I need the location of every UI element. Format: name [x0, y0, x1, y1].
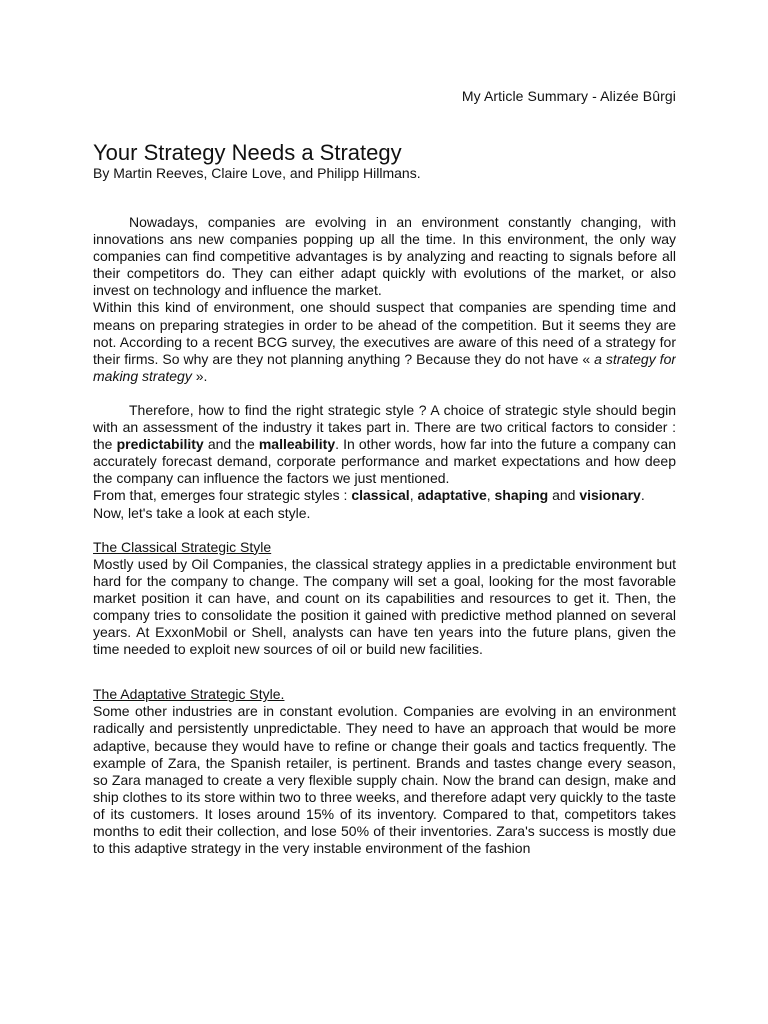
article-body: [93, 214, 676, 857]
section-gap: [93, 658, 676, 686]
styles-paragraph-1-text-c: . In other words, how far into the future a company can accurately forecast demand, corporate performance and market expectations and how deep the company can influence the factors we just mentioned.: [93, 436, 676, 487]
separator: and: [548, 487, 580, 504]
article-byline: By Martin Reeves, Claire Love, and Philipp Hillmans.: [93, 165, 421, 181]
classical-section-heading: The Classical Strategic Style: [93, 538, 272, 555]
intro-paragraph-2-end: ».: [191, 367, 208, 384]
article-title: Your Strategy Needs a Strategy: [93, 140, 402, 165]
styles-paragraph-3: Now, let's take a look at each style.: [93, 504, 311, 521]
styles-paragraph-1-text-a: Therefore, how to find the right strategic style ? A choice of strategic style should begin with an assessment of the industry it takes part in. There are two critical factors to consider : the: [93, 401, 676, 453]
term-classical: classical: [351, 487, 410, 504]
term-adaptative: adaptative: [417, 487, 487, 504]
document-page: [93, 0, 676, 1024]
term-shaping: shaping: [494, 487, 549, 504]
intro-paragraph-2-emphasis: a strategy for making strategy: [93, 350, 676, 384]
styles-paragraph-1-text-b: and the: [203, 436, 259, 453]
paragraph-gap: [93, 522, 676, 539]
separator: ,: [409, 487, 418, 504]
term-predictability: predictability: [116, 436, 204, 453]
styles-paragraph-2-text: From that, emerges four strategic styles :: [93, 487, 352, 504]
term-visionary: visionary: [579, 487, 641, 504]
summary-header: My Article Summary - Alizée Bûrgi: [461, 88, 676, 104]
adaptative-section-heading: The Adaptative Strategic Style.: [93, 686, 285, 703]
paragraph-gap: [93, 385, 676, 402]
intro-paragraph-2: [93, 299, 676, 384]
period: .: [640, 487, 645, 504]
intro-paragraph-1: Nowadays, companies are evolving in an environment constantly changing, with innovations ans new companies popping up all the time. In this environment, the only way companies can find competitive advantages is by analyzing and reacting to signals before all their competitors do. They can either adapt quickly with evolutions of the market, or also invest on technology and influence the market.: [93, 214, 676, 299]
term-malleability: malleability: [258, 436, 336, 453]
classical-section-body: Mostly used by Oil Companies, the classical strategy applies in a predictable environment but hard for the company to change. The company will set a goal, looking for the most favorable market position it can have, and count on its capabilities and resources to get it. Then, the company tries to consolidate the position it gained with predictive method planned on several years. At ExxonMobil or Shell, analysts can have ten years into the future plans, given the time needed to exploit new sources of oil or build new facilities.: [93, 555, 676, 658]
intro-paragraph-2-text: Within this kind of environment, one should suspect that companies are spending time and means on preparing strategies in order to be ahead of the competition. But it seems they are not. According to a recent BCG survey, the executives are aware of this need of a strategy for their firms. So why are they not planning anything ? Because they do not have «: [93, 299, 676, 367]
styles-paragraph-2: [93, 487, 676, 504]
styles-paragraph-1: [93, 402, 676, 487]
adaptative-section-body: Some other industries are in constant evolution. Companies are evolving in an environment radically and persistently unpredictable. They need to have an approach that would be more adaptive, because they would have to refine or change their goals and tactics frequently. The example of Zara, the Spanish retailer, is pertinent. Brands and tastes change every season, so Zara managed to create a very flexible supply chain. Now the brand can design, make and ship clothes to its store within two to three weeks, and therefore adapt very quickly to the taste of its customers. It loses around 15% of its inventory. Compared to that, competitors takes months to edit their collection, and lose 50% of their inventories. Zara's success is mostly due to this adaptive strategy in the very instable environment of the fashion: [93, 703, 676, 857]
separator: ,: [486, 487, 495, 504]
